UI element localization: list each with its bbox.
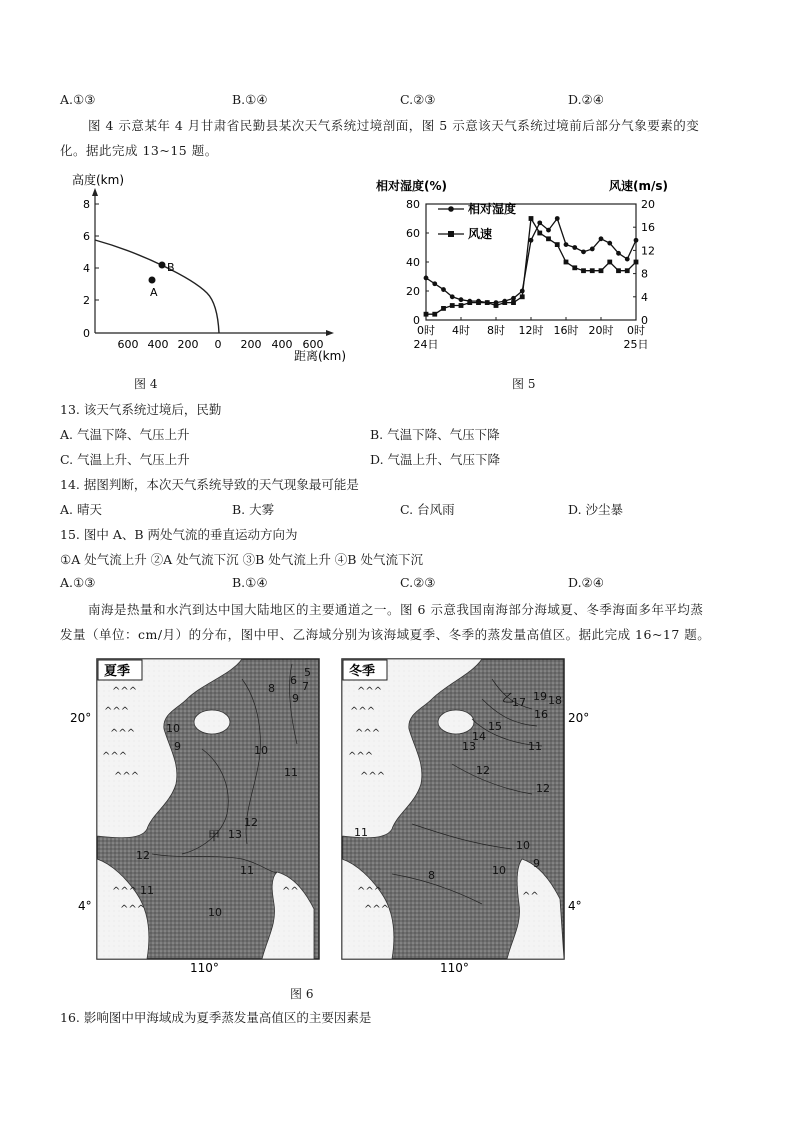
svg-text:7: 7 [302,680,309,693]
q15-stem: 15. 图中 A、B 两处气流的垂直运动方向为 [60,527,298,542]
intro1-line1: 图 4 示意某年 4 月甘肃省民勤县某次天气系统过境剖面，图 5 示意该天气系统过境前后部分气象要素的变 [88,118,700,133]
svg-text:^^^: ^^^ [360,771,386,782]
fig4-point-b [159,262,166,269]
q15-option-a: A.①③ [60,575,96,590]
svg-text:13: 13 [228,828,242,841]
q14-option-b: B. 大雾 [232,502,275,517]
winter-title: 冬季 [349,664,376,679]
top-options [60,92,750,110]
fig5-wind-point [432,312,437,317]
fig5-wind-point [607,260,612,265]
svg-text:^^: ^^ [522,891,539,902]
q13-options-row2 [60,450,750,468]
svg-text:8: 8 [268,682,275,695]
fig5-wind-point [476,300,481,305]
fig4-ylabel: 高度(km) [72,173,125,187]
fig5-wind-point [546,236,551,241]
fig5-ytick-right: 12 [641,244,655,258]
svg-text:15: 15 [488,720,502,733]
fig5-humidity-point [564,242,569,247]
fig5-xtick-sublabel: 25日 [623,338,649,351]
svg-text:11: 11 [528,740,542,753]
svg-text:^^^: ^^^ [112,686,138,697]
svg-text:5: 5 [304,666,311,679]
fig5-wind-point [494,303,499,308]
fig5-ytick-left: 20 [406,285,420,298]
svg-text:18: 18 [548,694,562,707]
fig4-xtick: 600 [302,338,324,351]
q15-options [60,575,750,593]
fig5-wind-point [511,300,516,305]
summer-lat-top: 20° [70,711,92,725]
winter-lon: 110° [440,961,469,975]
fig5-wind-line [426,219,636,315]
svg-text:^^^: ^^^ [357,686,383,697]
fig5-legend-humidity: 相对湿度 [468,202,517,216]
fig5-wind-point [590,268,595,273]
fig5-ytick-right: 8 [641,267,648,281]
svg-text:19: 19 [533,690,547,703]
svg-text:11: 11 [140,884,154,897]
fig5-wind-point [564,260,569,265]
fig5-wind-point [572,265,577,270]
svg-text:^^^: ^^^ [112,886,138,897]
intro-paragraph-1 [60,113,740,163]
fig5-wind-point [467,300,472,305]
fig5-wind-point [441,306,446,311]
intro2-line1: 南海是热量和水汽到达中国大陆地区的主要通道之一。图 6 示意我国南海部分海域夏、冬季海面多年平均蒸 [88,602,704,617]
svg-text:12: 12 [536,782,550,795]
fig5-caption: 图 5 [512,377,536,391]
intro1-line2: 化。据此完成 13~15 题。 [60,143,218,158]
svg-text:10: 10 [208,906,222,919]
fig5-wind-point [529,216,534,221]
fig5-xtick: 20时 [588,324,614,337]
fig5-humidity-point [572,245,577,250]
summer-map [97,659,319,959]
fig5-wind-point [502,300,507,305]
summer-lat-bottom: 4° [78,899,92,913]
fig4-y-arrow [92,188,98,196]
fig5-wind-point [450,303,455,308]
fig5-humidity-point [625,257,630,262]
winter-map [342,659,564,959]
fig5-ytick-right: 16 [641,221,655,235]
q15-choices: ①A 处气流上升 ②A 处气流下沉 ③B 处气流上升 ④B 处气流下沉 [60,552,423,567]
fig5-wind-point [625,268,630,273]
fig5-ytick-left: 80 [406,198,420,211]
fig4-x-arrow [326,330,334,336]
svg-text:^^^: ^^^ [120,904,146,915]
fig5-xtick: 8时 [487,324,505,337]
fig4-ytick: 4 [83,262,90,275]
svg-text:^^^: ^^^ [355,728,381,739]
fig5-humidity-point [432,281,437,286]
fig5-wind-point [459,303,464,308]
summer-hainan-island [194,710,230,734]
fig4-point-a-label: A [150,286,158,299]
q13-option-b: B. 气温下降、气压下降 [370,427,500,442]
q13-option-c: C. 气温上升、气压上升 [60,452,190,467]
fig4-xtick: 400 [147,338,169,351]
fig5-ytick-right: 0 [641,314,648,327]
svg-text:14: 14 [472,730,486,743]
svg-text:^^: ^^ [282,886,299,897]
svg-text:11: 11 [354,826,368,839]
svg-text:^^^: ^^^ [350,706,376,717]
svg-text:12: 12 [136,849,150,862]
svg-text:11: 11 [240,864,254,877]
svg-text:10: 10 [516,839,530,852]
fig4-xtick: 0 [214,338,222,351]
winter-hainan-island [438,710,474,734]
svg-text:12: 12 [244,816,258,829]
fig4-xtick: 600 [117,338,139,351]
svg-text:^^^: ^^^ [110,728,136,739]
svg-text:9: 9 [292,692,299,705]
q15-option-b: B.①④ [232,575,268,590]
svg-text:8: 8 [428,869,435,882]
summer-lon: 110° [190,961,219,975]
q13-stem: 13. 该天气系统过境后，民勤 [60,402,222,417]
fig5-humidity-point [616,251,621,256]
fig6-caption: 图 6 [290,987,314,1001]
svg-text:^^^: ^^^ [364,904,390,915]
q14-stem: 14. 据图判断，本次天气系统导致的天气现象最可能是 [60,477,359,492]
q15-option-c: C.②③ [400,575,436,590]
intro2-line2: 发量（单位：cm/月）的分布，图中甲、乙海域分别为该海域夏季、冬季的蒸发量高值区。据此完成 16~17 题。 [60,627,711,642]
fig5-ylabel-left: 相对湿度(%) [376,179,447,193]
fig5-ytick-left: 60 [406,227,420,240]
fig4-xlabel: 距离(km) [294,349,347,363]
winter-lat-top: 20° [568,711,590,725]
fig4-caption: 图 4 [134,377,158,391]
fig5-xtick-sublabel: 24日 [413,338,439,351]
fig5-xtick: 0时 [627,324,645,337]
q13-options-row1 [60,425,750,443]
q15-option-d: D.②④ [568,575,604,590]
q14-option-a: A. 晴天 [60,502,102,517]
q14-options [60,500,750,518]
fig4-ytick: 8 [83,198,90,211]
q14-option-c: C. 台风雨 [400,502,455,517]
fig4-xtick: 200 [240,338,262,351]
svg-text:10: 10 [166,722,180,735]
svg-text:^^^: ^^^ [102,751,128,762]
svg-text:13: 13 [462,740,476,753]
fig5-legend [438,201,516,241]
fig5-ytick-left: 0 [413,314,420,327]
fig5-wind-point [537,231,542,236]
fig4-xtick: 200 [177,338,199,351]
fig4-point-b-label: B [167,261,175,274]
fig5-humidity-point [424,276,429,281]
summer-region-jia: 甲 [208,829,221,843]
svg-text:16: 16 [534,708,548,721]
option-b: B.①④ [232,92,268,107]
intro-paragraph-2 [60,597,740,647]
fig5-humidity-point [546,228,551,233]
fig5-humidity-point [459,297,464,302]
fig5-xtick: 12时 [518,324,544,337]
fig5-humidity-point [537,220,542,225]
fig5-humidity-point [634,238,639,243]
fig4-point-a [149,277,156,284]
svg-text:9: 9 [174,740,181,753]
fig4-ytick: 2 [83,294,90,307]
fig5-humidity-point [599,236,604,241]
winter-lat-bottom: 4° [568,899,582,913]
option-d: D.②④ [568,92,604,107]
fig5-wind-point [520,294,525,299]
fig4-ytick: 0 [83,327,90,340]
fig5-wind-point [616,268,621,273]
option-c: C.②③ [400,92,436,107]
fig5-legend-wind: 风速 [468,227,493,241]
q13-option-a: A. 气温下降、气压上升 [60,427,190,442]
fig5-wind-point [555,242,560,247]
fig5-ytick-right: 4 [641,290,648,304]
fig5-wind-point [634,260,639,265]
fig5-ytick-left: 40 [406,256,420,269]
fig5-humidity-point [511,296,516,301]
svg-text:17: 17 [512,696,526,709]
fig5-humidity-point [450,294,455,299]
q16-stem: 16. 影响图中甲海域成为夏季蒸发量高值区的主要因素是 [60,1010,372,1025]
fig4-xtick: 400 [271,338,293,351]
fig4-ytick: 6 [83,230,90,243]
svg-text:^^^: ^^^ [114,771,140,782]
svg-text:12: 12 [476,764,490,777]
fig5-humidity-point [590,247,595,252]
svg-text:^^^: ^^^ [104,706,130,717]
svg-text:11: 11 [284,766,298,779]
svg-text:9: 9 [533,857,540,870]
fig5-humidity-point [607,241,612,246]
svg-text:10: 10 [492,864,506,877]
q13-option-d: D. 气温上升、气压下降 [370,452,501,467]
fig5-wind-point [599,268,604,273]
fig5-ytick-right: 20 [641,198,655,211]
fig5-xtick: 0时 [417,324,435,337]
fig5-ylabel-right: 风速(m/s) [609,179,668,193]
fig5-wind-point [485,300,490,305]
svg-text:^^^: ^^^ [348,751,374,762]
fig5-wind-point [581,268,586,273]
summer-title: 夏季 [104,664,131,679]
svg-text:^^^: ^^^ [357,886,383,897]
q14-option-d: D. 沙尘暴 [568,502,624,517]
fig5-xtick: 4时 [452,324,470,337]
winter-region-yi: 乙 [502,691,515,705]
svg-text:6: 6 [290,674,297,687]
fig5-humidity-point [441,287,446,292]
figure-6 [70,654,592,975]
fig5-humidity-point [581,249,586,254]
figure-5 [372,172,672,364]
fig5-wind-point [424,312,429,317]
fig5-xtick: 16时 [553,324,579,337]
option-a: A.①③ [60,92,96,107]
figure-4 [62,168,362,368]
svg-text:10: 10 [254,744,268,757]
fig5-humidity-line [426,219,636,303]
fig5-humidity-point [555,216,560,221]
